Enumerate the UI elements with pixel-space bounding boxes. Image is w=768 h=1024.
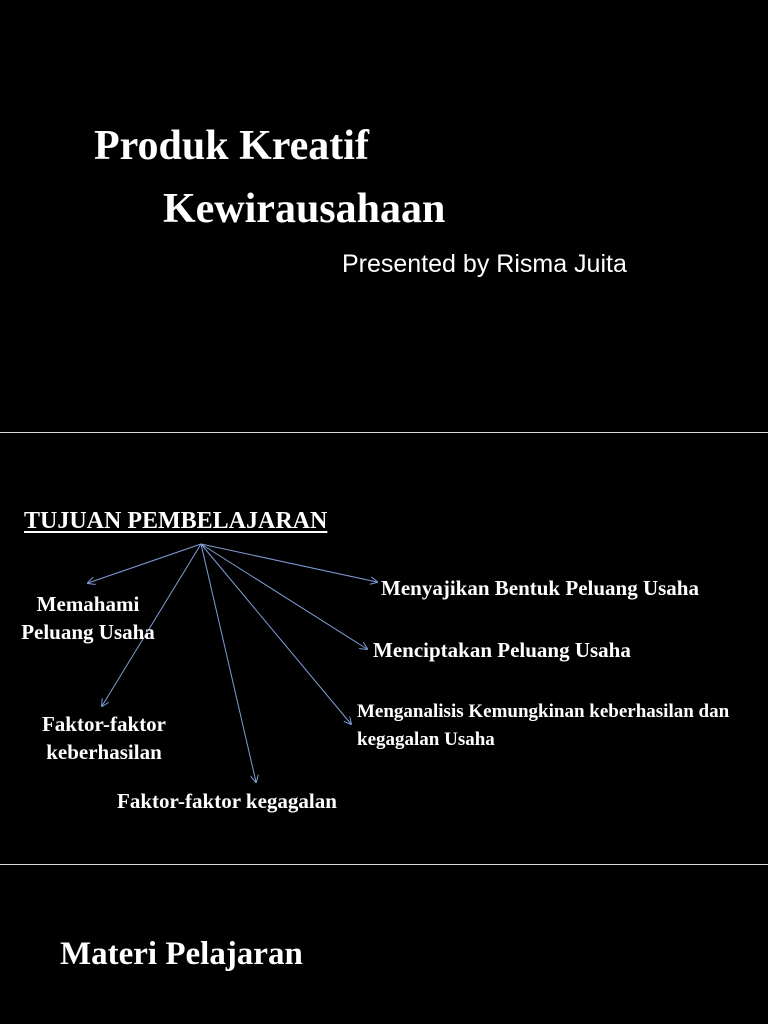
title-line-1: Produk Kreatif bbox=[94, 123, 369, 169]
goal-faktor-kegagalan: Faktor-faktor kegagalan bbox=[117, 789, 337, 813]
goal-memahami: Memahami Peluang Usaha bbox=[21, 592, 155, 644]
goal-menyajikan: Menyajikan Bentuk Peluang Usaha bbox=[381, 576, 699, 600]
title-line-2: Kewirausahaan bbox=[163, 186, 446, 232]
arrow-to-memahami bbox=[88, 544, 201, 583]
arrow-to-menganalisis bbox=[201, 544, 351, 724]
learning-goals-heading: TUJUAN PEMBELAJARAN bbox=[24, 508, 328, 534]
goal-menganalisis: Menganalisis Kemungkinan keberhasilan dan kegagalan Usaha bbox=[357, 701, 730, 750]
materi-heading: Materi Pelajaran bbox=[60, 936, 303, 972]
goal-faktor-keberhasilan: Faktor-faktor keberhasilan bbox=[41, 712, 167, 764]
arrow-to-faktor-gagal bbox=[201, 544, 256, 782]
arrow-to-menciptakan bbox=[201, 544, 367, 649]
goal-menciptakan: Menciptakan Peluang Usaha bbox=[373, 638, 631, 662]
presenter-subtitle: Presented by Risma Juita bbox=[342, 250, 627, 278]
